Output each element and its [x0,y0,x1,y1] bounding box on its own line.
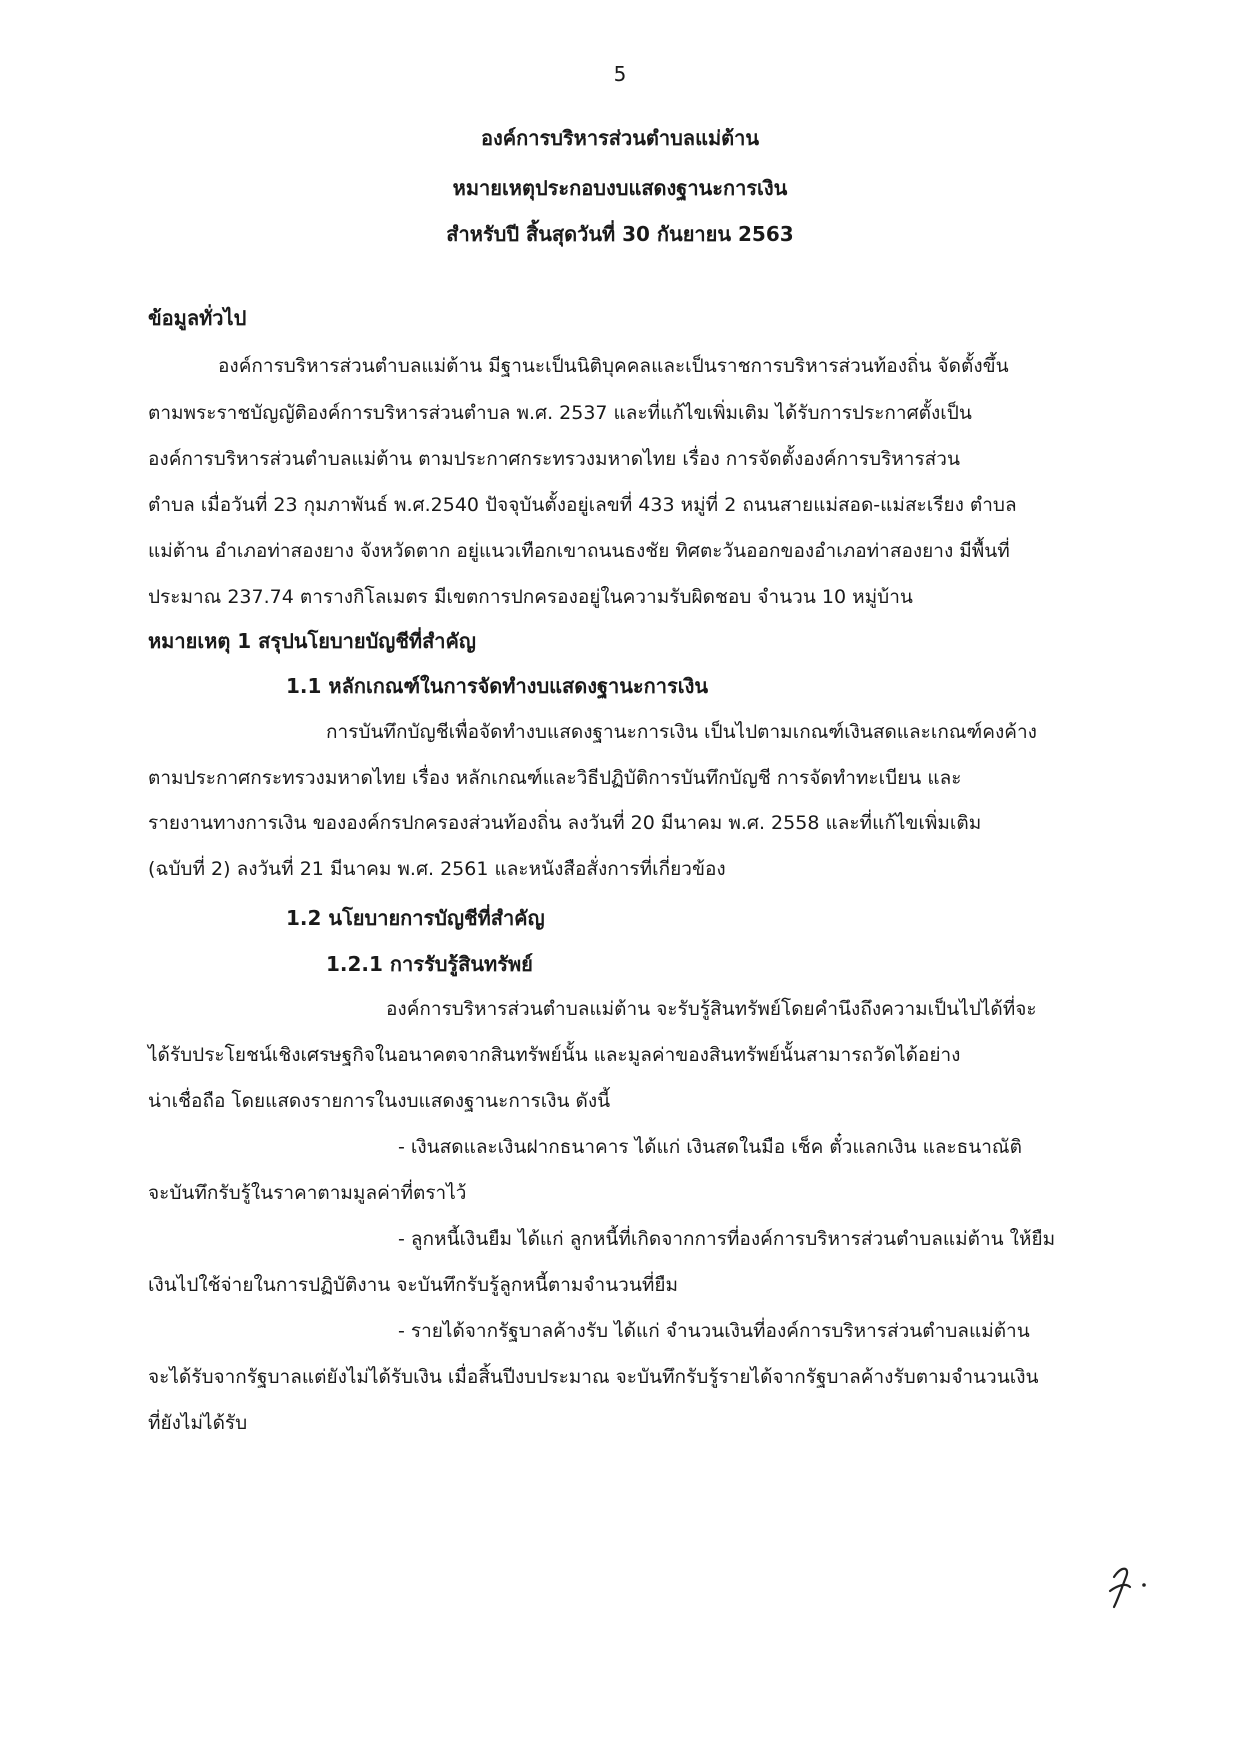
general-line-6: ประมาณ 237.74 ตารางกิโลเมตร มีเขตการปกครองอยู่ในความรับผิดชอบ จำนวน 10 หมู่บ้าน [148,586,913,608]
loan-bullet-line-1: - ลูกหนี้เงินยืม ได้แก่ ลูกหนี้ที่เกิดจากการที่องค์การบริหารส่วนตำบลแม่ต้าน ให้ยืม [398,1228,1056,1250]
section-1-2-1-line-1: องค์การบริหารส่วนตำบลแม่ต้าน จะรับรู้สินทรัพย์โดยคำนึงถึงความเป็นไปได้ที่จะ [386,998,1037,1020]
general-heading: ข้อมูลทั่วไป [148,306,247,330]
section-1-2-1-line-3: น่าเชื่อถือ โดยแสดงรายการในงบแสดงฐานะการเงิน ดังนี้ [148,1090,611,1112]
signature-mark [1100,1555,1160,1615]
note1-heading: หมายเหตุ 1 สรุปนโยบายบัญชีที่สำคัญ [148,629,476,653]
revenue-bullet-line-1: - รายได้จากรัฐบาลค้างรับ ได้แก่ จำนวนเงินที่องค์การบริหารส่วนตำบลแม่ต้าน [398,1320,1030,1342]
general-line-5: แม่ต้าน อำเภอท่าสองยาง จังหวัดตาก อยู่แนวเทือกเขาถนนธงชัย ทิศตะวันออกของอำเภอท่าสองยาง มีพื้นที่ [148,540,1010,562]
general-line-1: องค์การบริหารส่วนตำบลแม่ต้าน มีฐานะเป็นนิติบุคคลและเป็นราชการบริหารส่วนท้องถิ่น จัดตั้งขึ้น [218,355,1009,377]
section-1-1-line-3: รายงานทางการเงิน ขององค์กรปกครองส่วนท้องถิ่น ลงวันที่ 20 มีนาคม พ.ศ. 2558 และที่แก้ไขเพิ่มเติม [148,812,982,834]
general-line-4: ตำบล เมื่อวันที่ 23 กุมภาพันธ์ พ.ศ.2540 ปัจจุบันตั้งอยู่เลขที่ 433 หมู่ที่ 2 ถนนสายแม่สอด-แม่สะเรียง ตำบล [148,494,1017,516]
cash-bullet-line-2: จะบันทึกรับรู้ในราคาตามมูลค่าที่ตราไว้ [148,1182,467,1204]
section-1-1-line-4: (ฉบับที่ 2) ลงวันที่ 21 มีนาคม พ.ศ. 2561 และหนังสือสั่งการที่เกี่ยวข้อง [148,858,726,880]
section-1-2-1-line-2: ได้รับประโยชน์เชิงเศรษฐกิจในอนาคตจากสินทรัพย์นั้น และมูลค่าของสินทรัพย์นั้นสามารถวัดได้อย่าง [148,1044,961,1066]
section-1-2-heading: 1.2 นโยบายการบัญชีที่สำคัญ [286,906,545,930]
general-line-2: ตามพระราชบัญญัติองค์การบริหารส่วนตำบล พ.ศ. 2537 และที่แก้ไขเพิ่มเติม ได้รับการประกาศตั้งเป็น [148,402,972,424]
page-number: 5 [613,62,627,86]
section-1-1-line-1: การบันทึกบัญชีเพื่อจัดทำงบแสดงฐานะการเงิน เป็นไปตามเกณฑ์เงินสดและเกณฑ์คงค้าง [326,721,1037,743]
loan-bullet-line-2: เงินไปใช้จ่ายในการปฏิบัติงาน จะบันทึกรับรู้ลูกหนี้ตามจำนวนที่ยืม [148,1274,679,1296]
cash-bullet-line-1: - เงินสดและเงินฝากธนาคาร ได้แก่ เงินสดในมือ เช็ค ตั๋วแลกเงิน และธนาณัติ [398,1136,1022,1158]
org-name: องค์การบริหารส่วนตำบลแม่ต้าน [480,126,760,150]
section-1-2-1-heading: 1.2.1 การรับรู้สินทรัพย์ [326,952,533,976]
general-line-3: องค์การบริหารส่วนตำบลแม่ต้าน ตามประกาศกระทรวงมหาดไทย เรื่อง การจัดตั้งองค์การบริหารส่วน [148,448,960,470]
revenue-bullet-line-2: จะได้รับจากรัฐบาลแต่ยังไม่ได้รับเงิน เมื่อสิ้นปีงบประมาณ จะบันทึกรับรู้รายได้จากรัฐบาลค้างรับตามจำนวนเงิน [148,1366,1039,1388]
section-1-1-heading: 1.1 หลักเกณฑ์ในการจัดทำงบแสดงฐานะการเงิน [286,674,709,698]
section-1-1-line-2: ตามประกาศกระทรวงมหาดไทย เรื่อง หลักเกณฑ์และวิธีปฏิบัติการบันทึกบัญชี การจัดทำทะเบียน และ [148,767,962,789]
revenue-bullet-line-3: ที่ยังไม่ได้รับ [148,1412,248,1434]
period-line: สำหรับปี สิ้นสุดวันที่ 30 กันยายน 2563 [446,222,794,246]
document-title: หมายเหตุประกอบงบแสดงฐานะการเงิน [452,176,788,200]
